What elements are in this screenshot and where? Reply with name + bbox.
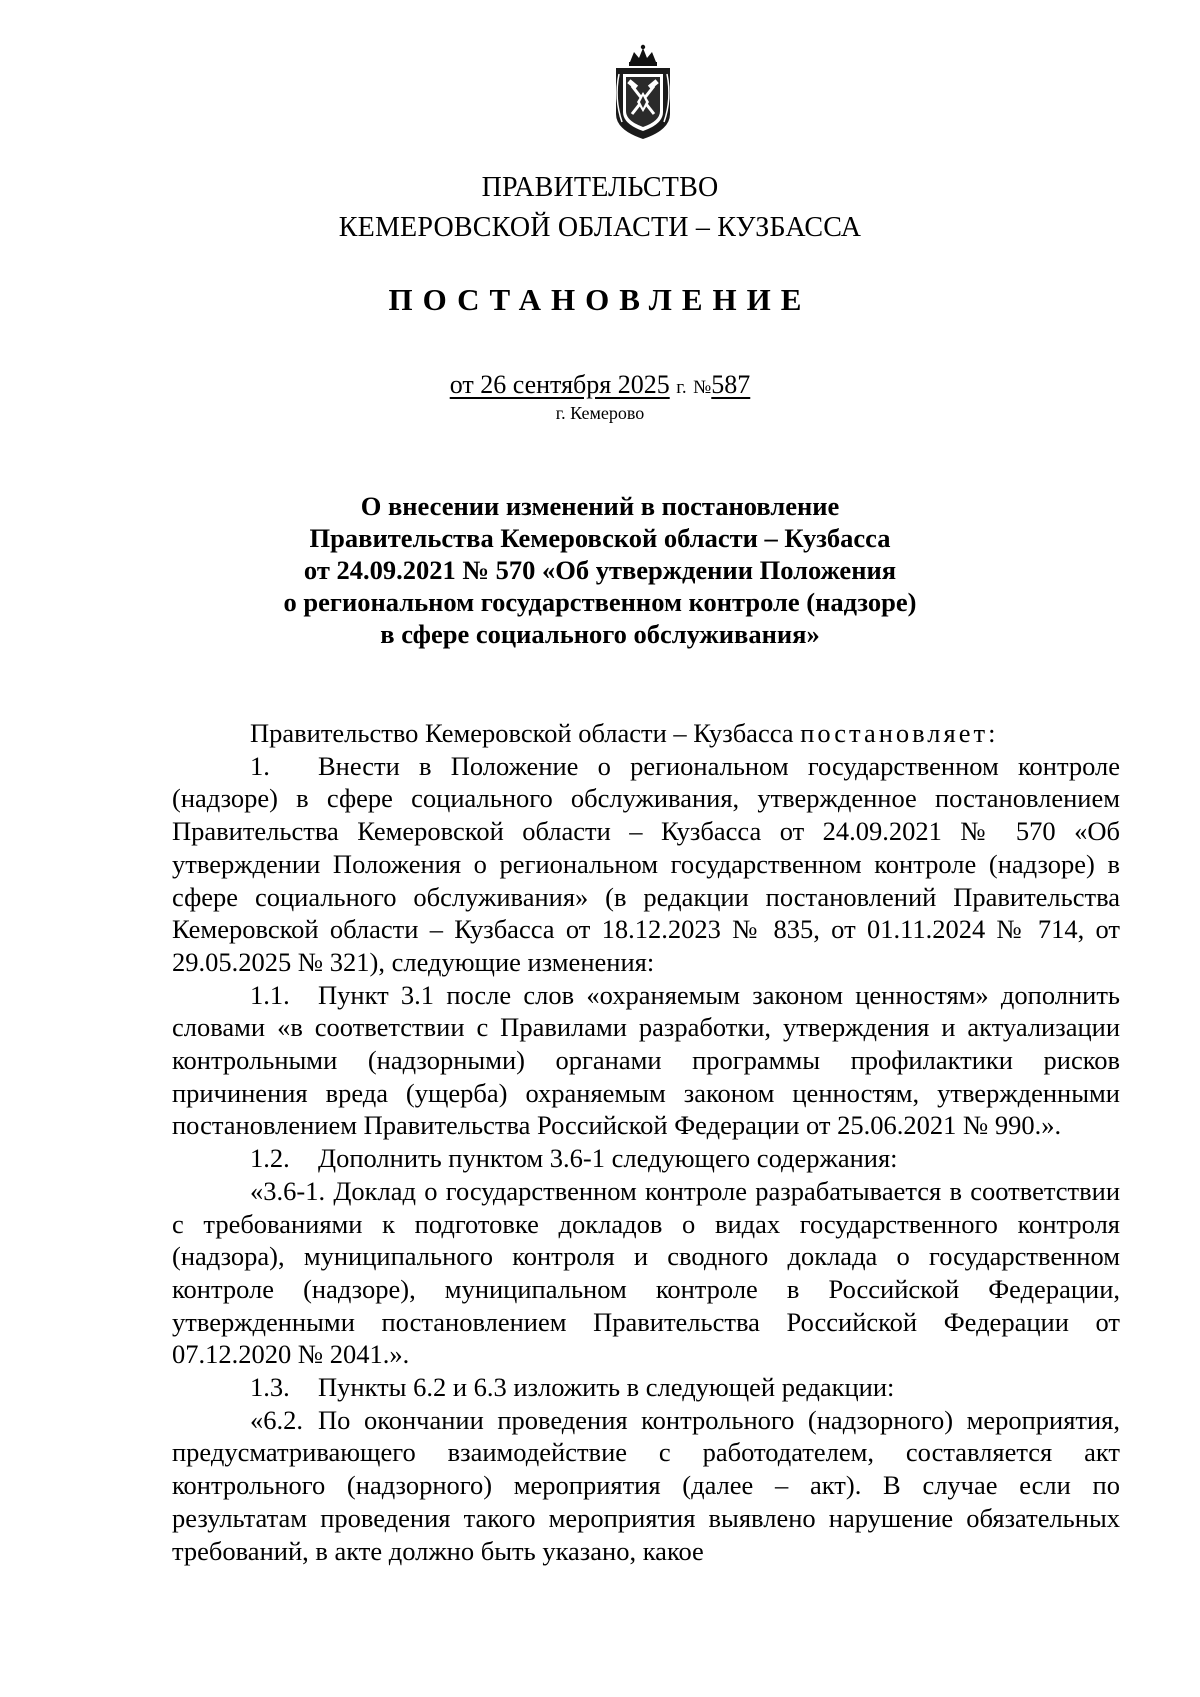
document-body [172, 717, 1120, 1567]
paragraph-number: 1. [250, 750, 270, 781]
organization-name-line2: КЕМЕРОВСКОЙ ОБЛАСТИ – КУЗБАССА [338, 212, 862, 243]
title-line: в сфере социального обслуживания» [380, 619, 820, 649]
document-title [0, 490, 1200, 650]
title-line: Правительства Кемеровской области – Кузбасса [309, 523, 891, 553]
year-suffix: г. [676, 377, 687, 398]
paragraph-6-2 [172, 1404, 1120, 1568]
document-type: ПОСТАНОВЛЕНИЕ [388, 282, 812, 317]
paragraph-text: Внести в Положение о региональном государственном контроле (надзоре) в сфере социального обслуживания, утвержденное постановлением Правительства Кемеровской области – Кузбасса от 24.09.2021 № 570 «Об утверждении Положения о региональном государственном контроле (надзоре) в сфере социального обслуживания» (в редакции постановлений Правительства Кемеровской области – Кузбасса от 18.12.2023 № 835, от 01.11.2024 № 714, от 29.05.2025 № 321), следующие изменения: [172, 750, 1120, 977]
paragraph-number: 1.3. [250, 1372, 290, 1403]
document-date: от 26 сентября 2025 [449, 370, 670, 399]
document-date-number [0, 368, 1200, 405]
intro-colon: : [988, 718, 996, 748]
intro-resolves: постановляет [800, 718, 989, 748]
title-line: О внесении изменений в постановление [360, 491, 840, 521]
intro-paragraph [172, 717, 1120, 750]
paragraph-text: «3.6-1. Доклад о государственном контроле разрабатывается в соответствии с требованиями к подготовке докладов о видах государственного контроля (надзора), муниципального контроля и сводного доклада о государственном контроле (надзоре), муниципальном контроле в Российской Федерации, утвержденными постановлением Правительства Российской Федерации от 07.12.2020 № 2041.». [172, 1175, 1120, 1370]
title-line: от 24.09.2021 № 570 «Об утверждении Положения [303, 555, 897, 585]
document-city: г. Кемерово [555, 403, 645, 423]
paragraph-number: «6.2. [250, 1404, 303, 1435]
paragraph-1-3 [172, 1371, 1120, 1404]
paragraph-1-1 [172, 979, 1120, 1143]
paragraph-number: 1.2. [250, 1143, 290, 1174]
title-line: о региональном государственном контроле (надзоре) [283, 587, 917, 617]
paragraph-number: 1.1. [250, 979, 290, 1010]
paragraph-1-2 [172, 1142, 1120, 1175]
paragraph-text: Пункт 3.1 после слов «охраняемым законом ценностям» дополнить словами «в соответствии с Правилами разработки, утверждения и актуализации контрольными (надзорными) органами программы профилактики рисков причинения вреда (ущерба) охраняемым законом ценностям, утвержденными постановлением Правительства Российской Федерации от 25.06.2021 № 990.». [172, 979, 1120, 1141]
paragraph-1 [172, 750, 1120, 979]
coat-of-arms-icon [608, 44, 678, 142]
intro-text: Правительство Кемеровской области – Кузбасса [250, 718, 801, 748]
paragraph-text: По окончании проведения контрольного (надзорного) мероприятия, предусматривающего взаимодействие с работодателем, составляется акт контрольного (надзорного) мероприятия (далее – акт). В случае если по результатам проведения такого мероприятия выявлено нарушение обязательных требований, в акте должно быть указано, какое [172, 1404, 1120, 1566]
paragraph-text: Дополнить пунктом 3.6-1 следующего содержания: [318, 1143, 898, 1174]
number-sign: № [693, 377, 712, 398]
paragraph-text: Пункты 6.2 и 6.3 изложить в следующей редакции: [318, 1372, 895, 1403]
organization-name-line1: ПРАВИТЕЛЬСТВО [481, 172, 719, 203]
document-number: 587 [711, 370, 751, 399]
paragraph-3-6-1 [172, 1175, 1120, 1371]
